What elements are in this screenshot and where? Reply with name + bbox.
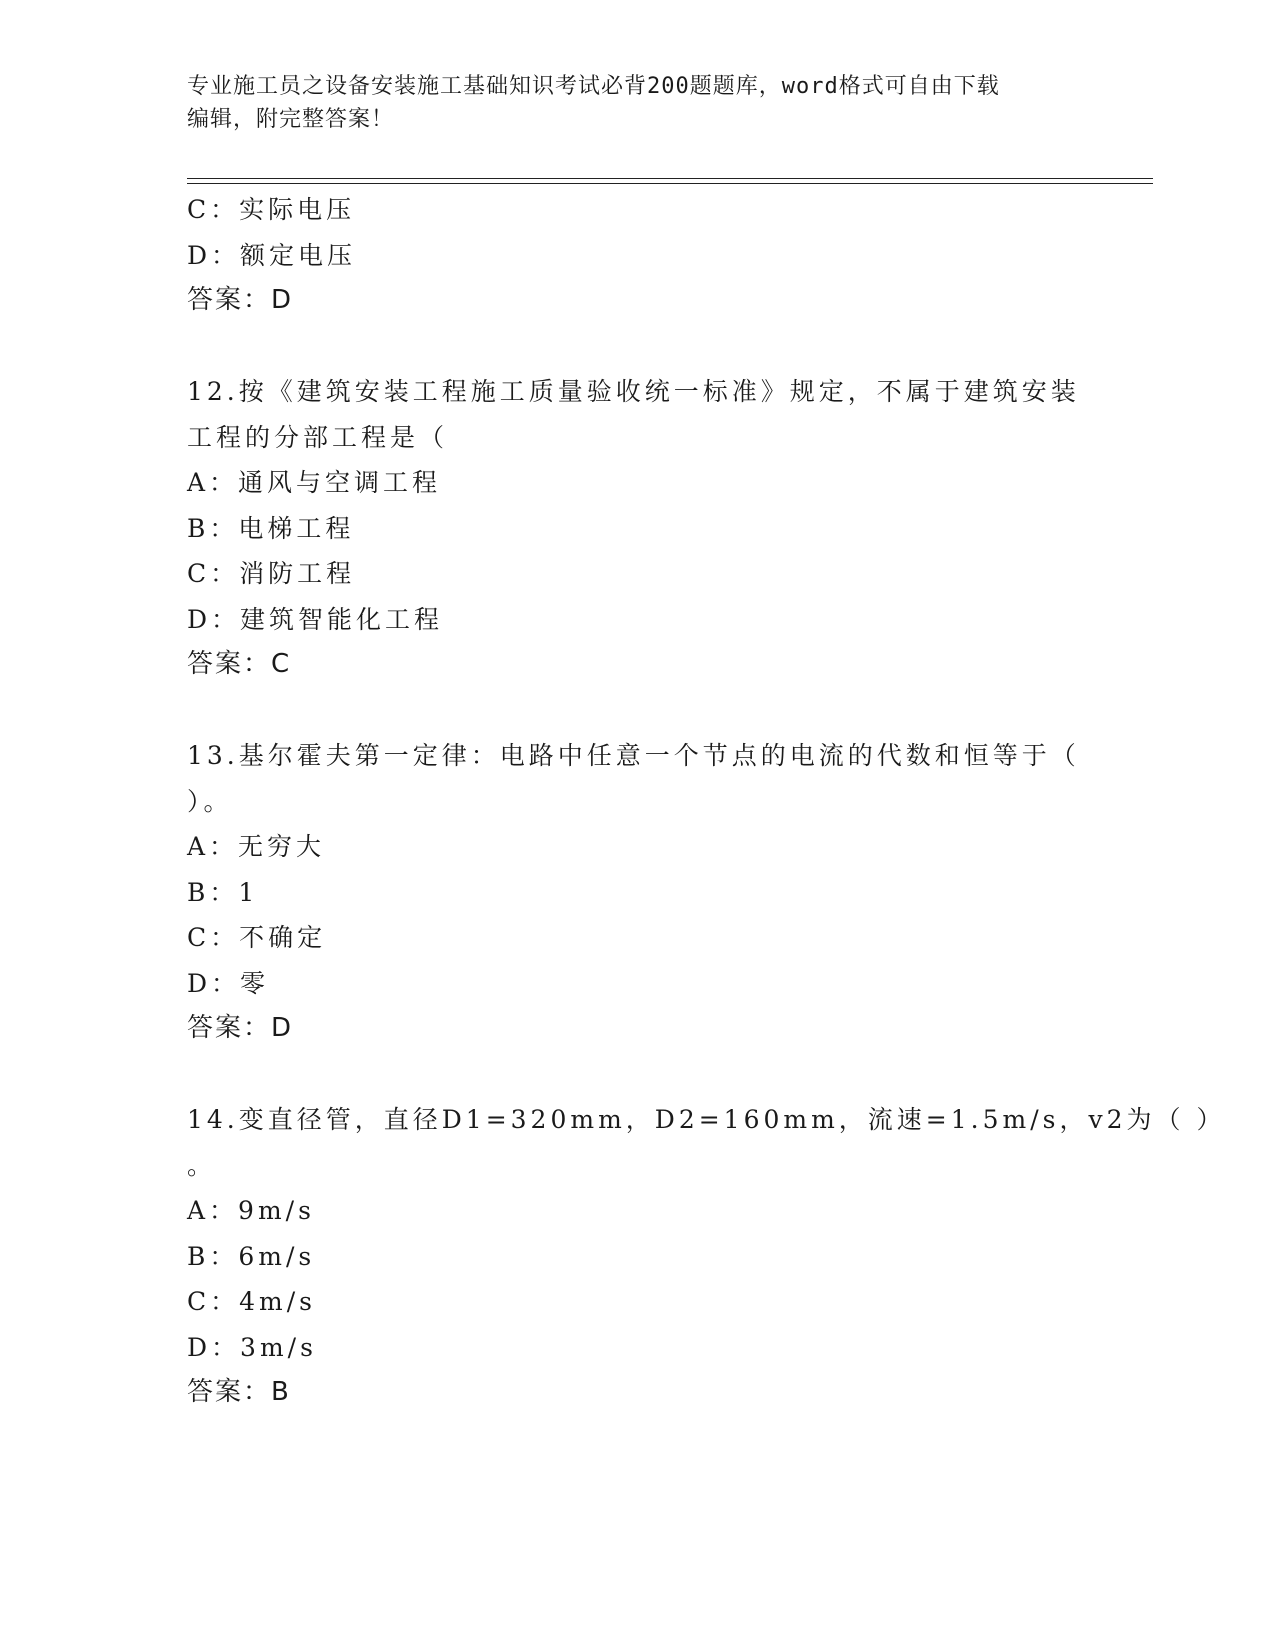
answer: 答案：D bbox=[187, 1013, 294, 1043]
option-d: D：零 bbox=[187, 968, 270, 998]
spacer bbox=[187, 688, 1087, 734]
question-stem-line-1: 14.变直径管，直径D1=320mm，D2=160mm，流速=1.5m/s，v2为（ ） bbox=[187, 1105, 1226, 1134]
spacer bbox=[187, 1052, 1087, 1098]
option-b: B：1 bbox=[187, 877, 259, 907]
option-b: B：电梯工程 bbox=[187, 513, 355, 543]
option-c: C：实际电压 bbox=[187, 195, 356, 224]
question-14 bbox=[187, 1097, 1226, 1416]
option-c: C：不确定 bbox=[187, 923, 327, 952]
spacer bbox=[187, 324, 1087, 370]
header-divider-top bbox=[187, 178, 1153, 179]
question-stem-line-1: 13.基尔霍夫第一定律：电路中任意一个节点的电流的代数和恒等于（ bbox=[187, 741, 1080, 770]
question-list bbox=[187, 187, 1226, 1416]
option-a: A：无穷大 bbox=[187, 832, 326, 861]
header-title-line-1: 专业施工员之设备安装施工基础知识考试必背200题题库，word格式可自由下载 bbox=[187, 74, 1000, 99]
question-stem-line-2: 。 bbox=[187, 1150, 217, 1180]
answer: 答案：C bbox=[187, 649, 292, 679]
option-a: A：9m/s bbox=[187, 1196, 315, 1225]
option-c: C：4m/s bbox=[187, 1287, 316, 1316]
option-d: D：3m/s bbox=[187, 1332, 317, 1362]
question-13 bbox=[187, 733, 1087, 1052]
option-a: A：通风与空调工程 bbox=[187, 468, 442, 497]
option-c: C：消防工程 bbox=[187, 559, 356, 588]
option-d: D：额定电压 bbox=[187, 240, 357, 270]
question-12 bbox=[187, 369, 1087, 688]
question-stem-line-2: ）。 bbox=[187, 786, 233, 816]
question-11 bbox=[187, 187, 1087, 324]
header-divider-bottom bbox=[187, 183, 1153, 184]
answer: 答案：B bbox=[187, 1377, 291, 1407]
question-stem-line-1: 12.按《建筑安装工程施工质量验收统一标准》规定，不属于建筑安装 bbox=[187, 377, 1080, 406]
header-title-line-2: 编辑，附完整答案！ bbox=[187, 107, 395, 132]
option-b: B：6m/s bbox=[187, 1241, 316, 1271]
option-d: D：建筑智能化工程 bbox=[187, 604, 444, 634]
page-header bbox=[187, 70, 1067, 136]
question-stem-line-2: 工程的分部工程是（ bbox=[187, 422, 449, 452]
answer: 答案：D bbox=[187, 285, 294, 315]
